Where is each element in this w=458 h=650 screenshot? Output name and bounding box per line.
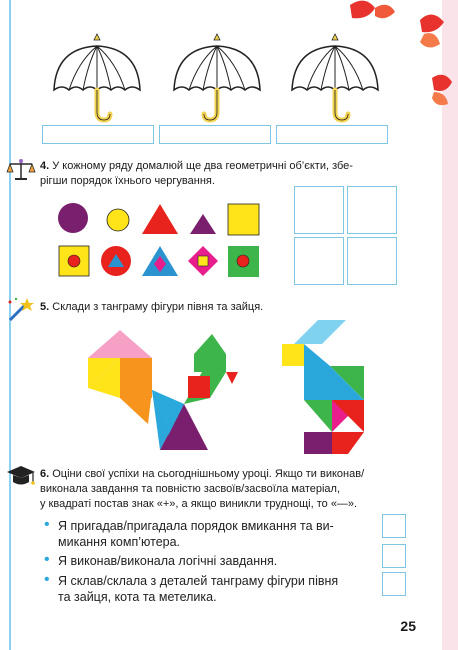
red-triangle [142, 204, 178, 234]
umbrella-icon [290, 44, 380, 124]
task6-line2: виконала завдання та повністю засвоїв/засвоїла матеріал, [40, 483, 341, 495]
assessment-item-2 [44, 551, 378, 569]
purple-circle [58, 203, 88, 233]
answer-cell[interactable] [347, 186, 397, 234]
umbrella-icon [172, 44, 262, 124]
shapes-row-1 [56, 200, 266, 240]
task-number: 5. [40, 301, 50, 313]
task4-line2: рігши порядок їхнього чергування. [40, 175, 215, 187]
task4-line1: У кожному ряду домалюй ще два геометричні об’єкти, збе- [52, 160, 353, 172]
assessment-item-text: Я виконав/виконала логічні завдання. [58, 554, 278, 568]
shapes-row-2 [56, 242, 266, 282]
rooster-tangram [88, 328, 238, 450]
answer-cell[interactable] [347, 237, 397, 285]
assessment-item-1 [44, 516, 378, 550]
task6-line1: Оціни свої успіхи на сьогоднішньому уроці. Якщо ти виконав/ [52, 468, 365, 480]
bullet-dot: • [44, 551, 50, 568]
assessment-checkbox[interactable] [382, 514, 406, 538]
answer-cell[interactable] [294, 237, 344, 285]
assessment-item-text: Я склав/склала з деталей танграму фігури півня [58, 574, 339, 588]
hare-tangram [282, 320, 378, 454]
assessment-item-text: Я пригадав/пригадала порядок вмикання та ви- [58, 519, 334, 533]
bullet-dot: • [44, 571, 50, 588]
answer-box[interactable] [42, 125, 154, 144]
task4-text [40, 159, 410, 189]
umbrella-icon [52, 44, 142, 124]
task-number: 4. [40, 160, 50, 172]
purple-triangle [190, 214, 216, 234]
page-number: 25 [400, 618, 416, 634]
task5-text [40, 300, 410, 315]
yellow-circle [107, 209, 129, 231]
task-number: 6. [40, 468, 50, 480]
magic-wand-icon [6, 296, 36, 324]
butterfly-icon [428, 70, 458, 110]
task5-line: Склади з танграму фігури півня та зайця. [52, 301, 264, 313]
yellow-square [228, 204, 259, 235]
bullet-dot: • [44, 516, 50, 533]
answer-box[interactable] [276, 125, 388, 144]
assessment-checkbox[interactable] [382, 544, 406, 568]
answer-cell[interactable] [294, 186, 344, 234]
assessment-checkbox[interactable] [382, 572, 406, 596]
assessment-item-text: микання комп’ютера. [58, 535, 181, 549]
assessment-item-3 [44, 571, 378, 605]
scales-icon [6, 158, 36, 182]
graduation-cap-icon [6, 464, 36, 488]
assessment-item-text: та зайця, кота та метелика. [58, 590, 217, 604]
task6-line3: у квадраті постав знак «+», а якщо виникли труднощі, то «—». [40, 498, 358, 510]
answer-box[interactable] [159, 125, 271, 144]
task6-text [40, 467, 420, 512]
